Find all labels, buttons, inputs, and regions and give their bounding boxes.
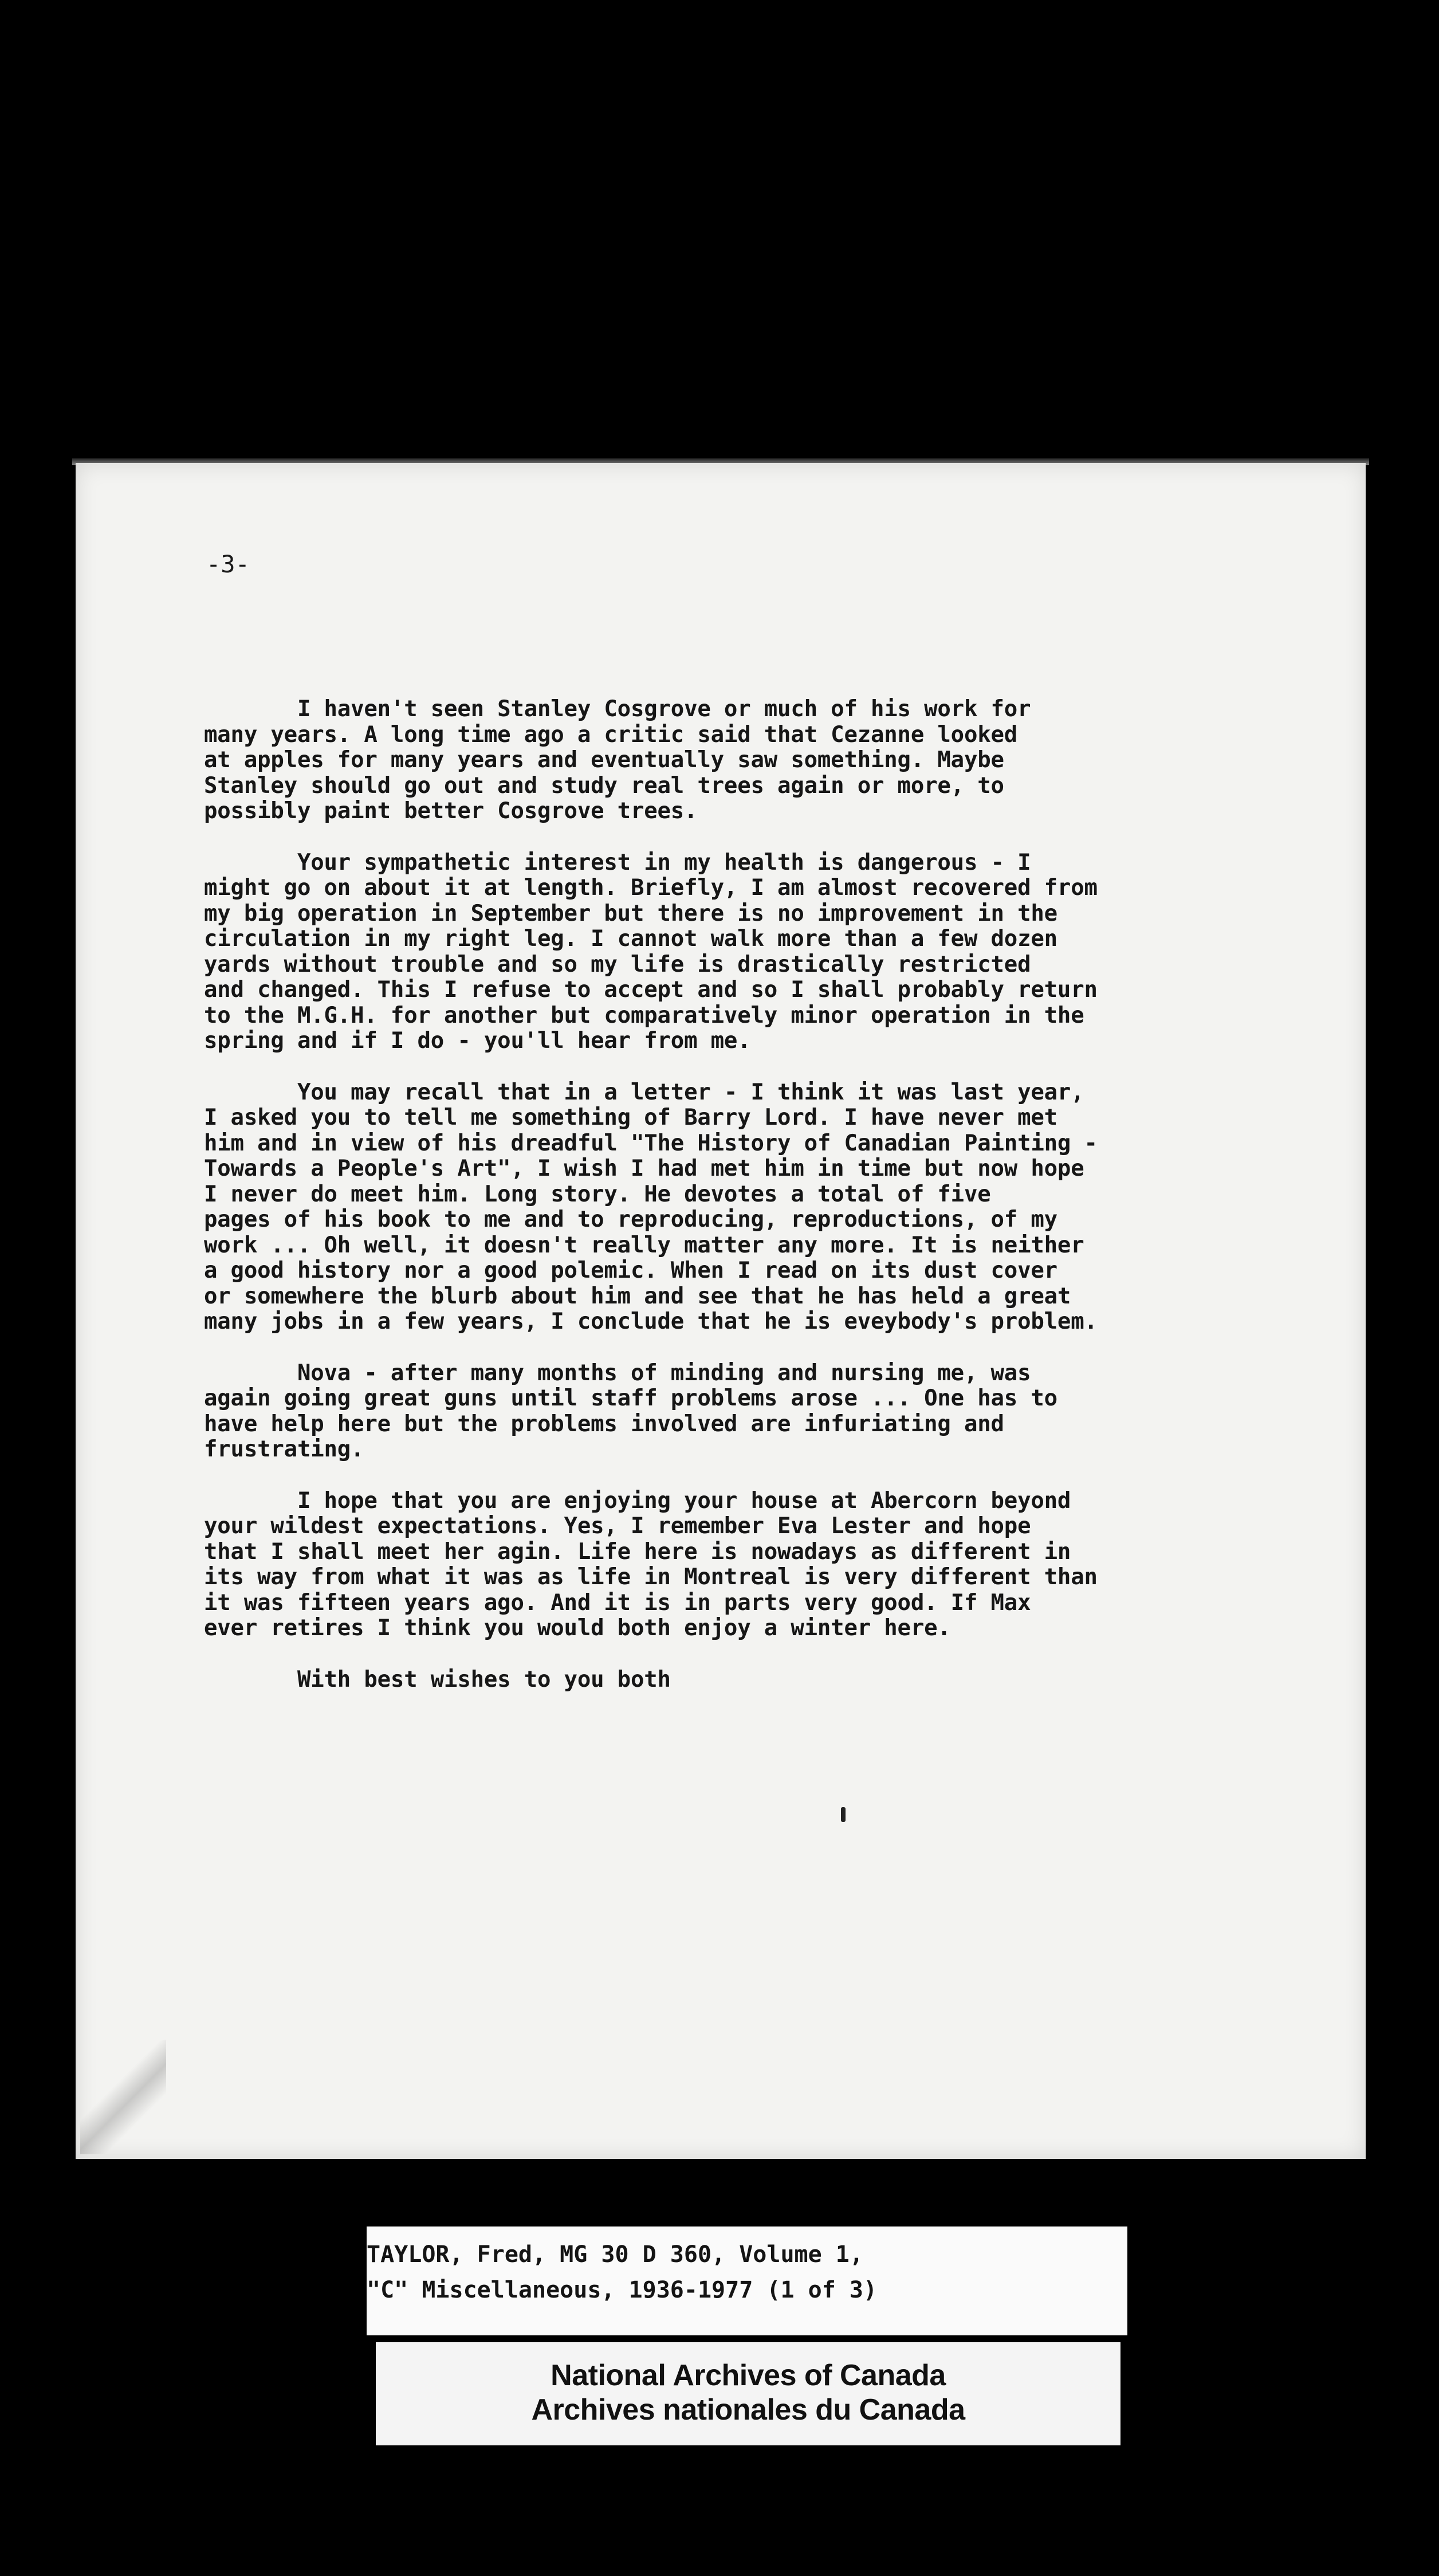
paragraph-health: Your sympathetic interest in my health is dangerous - I might go on about it at length. Briefly, I am almost recovered from my big operation in September but there is no improvement in the circulation in my right leg. I cannot walk more than a few dozen yards without trouble and so my life is drastically restricted and changed. This I refuse to accept and so I shall probably return to the M.G.H. for another but comparatively minor operation in the spring and if I do - you'll hear from me. xyxy=(204,849,1098,1054)
page-number: -3- xyxy=(206,550,250,578)
page-curl xyxy=(80,2040,166,2154)
ink-mark xyxy=(841,1807,846,1822)
reference-line-2: "C" Miscellaneous, 1936-1977 (1 of 3) xyxy=(367,2277,878,2303)
paragraph-cosgrove: I haven't seen Stanley Cosgrove or much of his work for many years. A long time ago a critic said that Cezanne looked at apples for many years and eventually saw something. Maybe Stanley should go out and study real trees again or more, to possibly paint better Cosgrove trees. xyxy=(204,696,1031,824)
reference-label xyxy=(367,2226,1127,2335)
reference-line-1: TAYLOR, Fred, MG 30 D 360, Volume 1, xyxy=(367,2241,863,2268)
archive-name-english: National Archives of Canada xyxy=(551,2359,946,2392)
archive-label xyxy=(376,2342,1120,2445)
archive-name-french: Archives nationales du Canada xyxy=(531,2393,965,2426)
letter-body xyxy=(204,697,1292,1693)
closing-line: With best wishes to you both xyxy=(204,1666,671,1693)
paragraph-barry-lord: You may recall that in a letter - I think it was last year, I asked you to tell me something of Barry Lord. I have never met him and in view of his dreadful "The History of Canadian Painting - Towards a People's Art", I wish I had met him in time but now hope I never do meet him. Long story. He devotes a total of five pages of his book to me and to reproducing, reproductions, of my work ... Oh well, it doesn't really matter any more. It is neither a good history nor a good polemic. When I read on its dust cover or somewhere the blurb about him and see that he has held a great many jobs in a few years, I conclude that he is eveybody's problem. xyxy=(204,1079,1098,1334)
paragraph-abercorn: I hope that you are enjoying your house at Abercorn beyond your wildest expectations. Yes, I remember Eva Lester and hope that I shall meet her agin. Life here is nowadays as different in its way from what it was as life in Montreal is very different than it was fifteen years ago. And it is in parts very good. If Max ever retires I think you would both enjoy a winter here. xyxy=(204,1487,1098,1641)
paragraph-nova: Nova - after many months of minding and nursing me, was again going great guns until staff problems arose ... One has to have help here but the problems involved are infuriating and frustrating. xyxy=(204,1360,1057,1462)
